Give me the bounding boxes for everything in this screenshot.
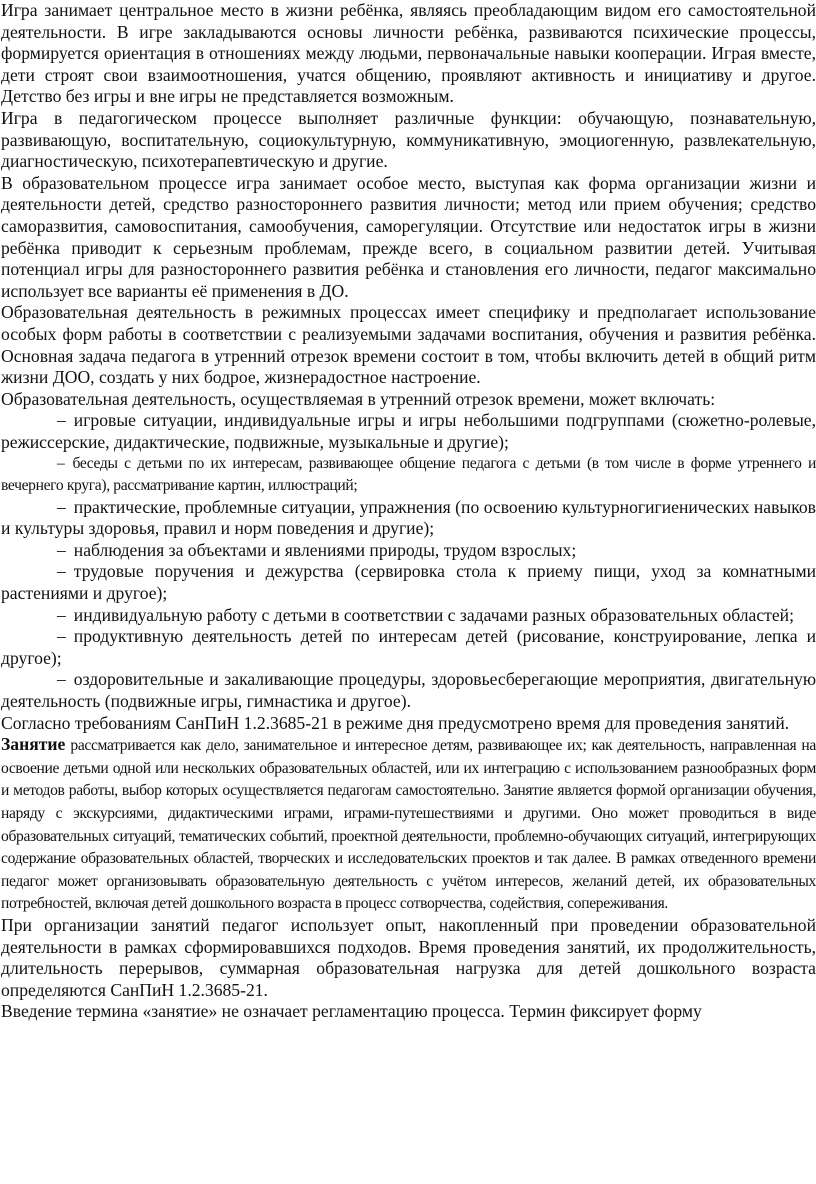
list-item-text: оздоровительные и закаливающие процедуры, здоровьесберегающие мероприятия, двигательную деятельность (подвижные игры, гимнастика и другое). <box>1 669 816 711</box>
paragraph-morning-activities: Образовательная деятельность, осуществляемая в утренний отрезок времени, может включать: <box>1 388 716 409</box>
list-item <box>1 669 816 712</box>
paragraph-lesson-organization: При организации занятий педагог использует опыт, накопленный при проведении образовательной деятельности в рамках сформировавшихся подходов. Время проведения занятий, их продолжительность, длительность перерывов, суммарная образовательная нагрузка для детей дошкольного возраста определяются СанПиН 1.2.3685-21. <box>1 914 816 1000</box>
activities-list <box>1 410 816 712</box>
list-item-text: игровые ситуации, индивидуальные игры и игры небольшими подгруппами (сюжетно-ролевые, режиссерские, дидактические, подвижные, музыкальные и другие); <box>1 410 816 452</box>
list-item <box>1 561 816 604</box>
list-item-text: наблюдения за объектами и явлениями природы, трудом взрослых; <box>73 539 577 560</box>
list-item <box>1 540 816 562</box>
lesson-definition-text: рассматривается как дело, занимательное и интересное детям, развивающее их; как деятельность, направленная на освоение детьми одной или нескольких образовательных областей, или их интеграцию с использованием разнообразных форм и методов работы, выбор которых осуществляется педагогам самостоятельно. Занятие является формой организации обучения, наряду с экскурсиями, дидактическими играми, играми-путешествиями и другими. Оно может проводиться в виде образовательных ситуаций, тематических событий, проектной деятельности, проблемно-обучающих ситуаций, интегрирующих содержание образовательных областей, творческих и исследовательских проектов и так далее. В рамках отведенного времени педагог может организовывать образовательную деятельность с учётом интересов, желаний детей, их образовательных потребностей, включая детей дошкольного возраста в процесс сотворчества, содействия, сопереживания. <box>1 737 816 913</box>
paragraph-game-in-education: В образовательном процессе игра занимает особое место, выступая как форма организации жизни и деятельности детей, средство разностороннего развития личности; метод или прием обучения; средство саморазвития, самовоспитания, самообучения, саморегуляции. Отсутствие или недостаток игры в жизни ребёнка приводит к серьезным проблемам, прежде всего, в социальном развитии детей. Учитывая потенциал игры для разностороннего развития ребёнка и становления его личности, педагог максимально использует все варианты её применения в ДО. <box>1 172 816 301</box>
list-item-text: трудовые поручения и дежурства (сервировка стола к приему пищи, уход за комнатными растениями и другое); <box>1 561 816 604</box>
list-item-text: продуктивную деятельность детей по интересам детей (рисование, конструирование, лепка и другое); <box>1 626 816 668</box>
list-item <box>1 410 816 453</box>
dash-marker: – <box>57 496 66 517</box>
dash-marker: – <box>57 604 66 625</box>
list-item-text: индивидуальную работу с детьми в соответствии с задачами разных образовательных областей; <box>73 604 794 625</box>
dash-marker: – <box>57 410 66 431</box>
dash-marker: – <box>57 539 66 560</box>
paragraph-sanpin-requirements: Согласно требованиям СанПиН 1.2.3685-21 в режиме дня предусмотрено время для проведения занятий. <box>1 712 790 733</box>
dash-marker: – <box>57 626 66 647</box>
list-item-text: беседы с детьми по их интересам, развивающее общение педагога с детьми (в том числе в форме утреннего и вечернего круга), рассматривание картин, иллюстраций; <box>1 455 816 495</box>
paragraph-term-introduction: Введение термина «занятие» не означает регламентацию процесса. Термин фиксирует форму <box>1 1001 702 1022</box>
list-item <box>1 605 816 627</box>
list-item-text: практические, проблемные ситуации, упражнения (по освоению культурногигиенических навыков и культуры здоровья, правил и норм поведения и другие); <box>1 496 816 539</box>
paragraph-routine-activities: Образовательная деятельность в режимных процессах имеет специфику и предполагает использование особых форм работы в соответствии с реализуемыми задачами воспитания, обучения и развития ребёнка. Основная задача педагога в утренний отрезок времени состоит в том, чтобы включить детей в общий ритм жизни ДОО, создать у них бодрое, жизнерадостное настроение. <box>1 302 816 388</box>
dash-marker: – <box>57 455 65 473</box>
dash-marker: – <box>57 561 66 582</box>
paragraph-lesson-definition <box>1 734 816 915</box>
paragraph-game-role: Игра занимает центральное место в жизни ребёнка, являясь преобладающим видом его самостоятельной деятельности. В игре закладываются основы личности ребёнка, развиваются психические процессы, формируется ориентация в отношениях между людьми, первоначальные навыки кооперации. Играя вместе, дети строят свои взаимоотношения, учатся общению, проявляют активность и инициативу и другое. Детство без игры и вне игры не представляется возможным. <box>1 0 816 107</box>
list-item <box>1 626 816 669</box>
list-item <box>1 453 816 496</box>
term-lesson: Занятие <box>1 734 66 755</box>
list-item <box>1 497 816 540</box>
dash-marker: – <box>57 669 66 690</box>
paragraph-game-functions: Игра в педагогическом процессе выполняет различные функции: обучающую, познавательную, развивающую, воспитательную, социокультурную, коммуникативную, эмоциогенную, развлекательную, диагностическую, психотерапевтическую и другие. <box>1 107 816 172</box>
